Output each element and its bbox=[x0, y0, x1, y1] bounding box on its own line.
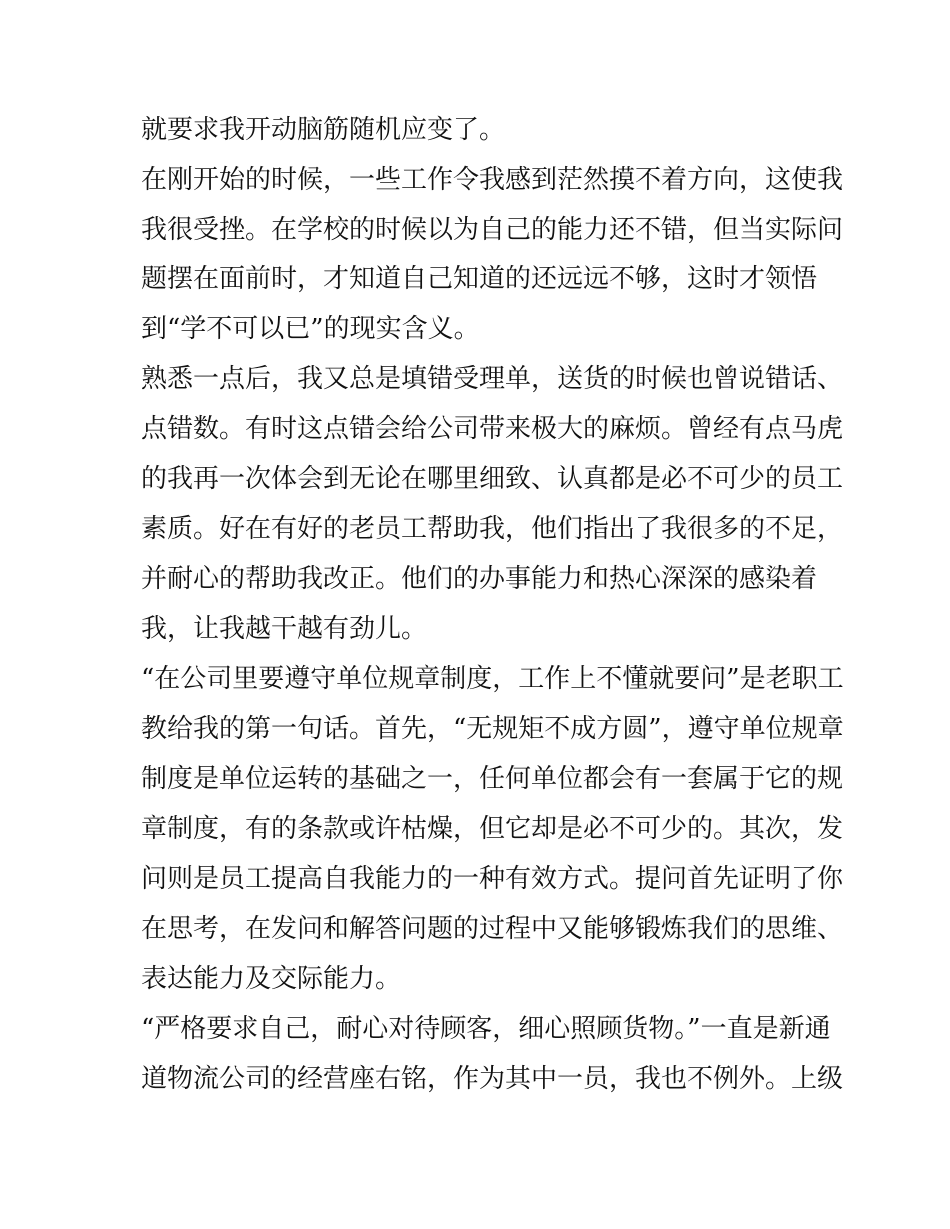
text-line: 点错数。有时这点错会给公司带来极大的麻烦。曾经有点马虎 bbox=[141, 414, 844, 444]
text-line: 教给我的第一句话。首先，“无规矩不成方圆”，遵守单位规章 bbox=[141, 714, 844, 744]
text-line: 章制度，有的条款或许枯燥，但它却是必不可少的。其次，发 bbox=[141, 814, 844, 844]
text-line: 题摆在面前时，才知道自己知道的还远远不够，这时才领悟 bbox=[141, 264, 818, 294]
text-line: 在思考，在发问和解答问题的过程中又能够锻炼我们的思维、 bbox=[141, 914, 844, 944]
text-line: 表达能力及交际能力。 bbox=[141, 964, 402, 994]
text-line: 问则是员工提高自我能力的一种有效方式。提问首先证明了你 bbox=[141, 864, 844, 894]
text-line: “严格要求自己，耐心对待顾客，细心照顾货物。”一直是新通 bbox=[141, 1014, 831, 1044]
text-line: 到“学不可以已”的现实含义。 bbox=[141, 314, 480, 344]
text-line: 素质。好在有好的老员工帮助我，他们指出了我很多的不足， bbox=[141, 514, 844, 544]
text-line: “在公司里要遵守单位规章制度，工作上不懂就要问”是老职工 bbox=[141, 664, 844, 694]
text-line: 就要求我开动脑筋随机应变了。 bbox=[141, 115, 506, 145]
text-line: 我很受挫。在学校的时候以为自己的能力还不错，但当实际问 bbox=[141, 215, 844, 245]
text-line: 道物流公司的经营座右铭，作为其中一员，我也不例外。上级 bbox=[141, 1064, 844, 1094]
text-line: 的我再一次体会到无论在哪里细致、认真都是必不可少的员工 bbox=[141, 464, 844, 494]
text-line: 制度是单位运转的基础之一，任何单位都会有一套属于它的规 bbox=[141, 764, 844, 794]
text-line: 并耐心的帮助我改正。他们的办事能力和热心深深的感染着 bbox=[141, 564, 818, 594]
text-line: 在刚开始的时候，一些工作令我感到茫然摸不着方向，这使我 bbox=[141, 165, 844, 195]
text-line: 我，让我越干越有劲儿。 bbox=[141, 614, 428, 644]
text-line: 熟悉一点后，我又总是填错受理单，送货的时候也曾说错话、 bbox=[141, 364, 844, 394]
